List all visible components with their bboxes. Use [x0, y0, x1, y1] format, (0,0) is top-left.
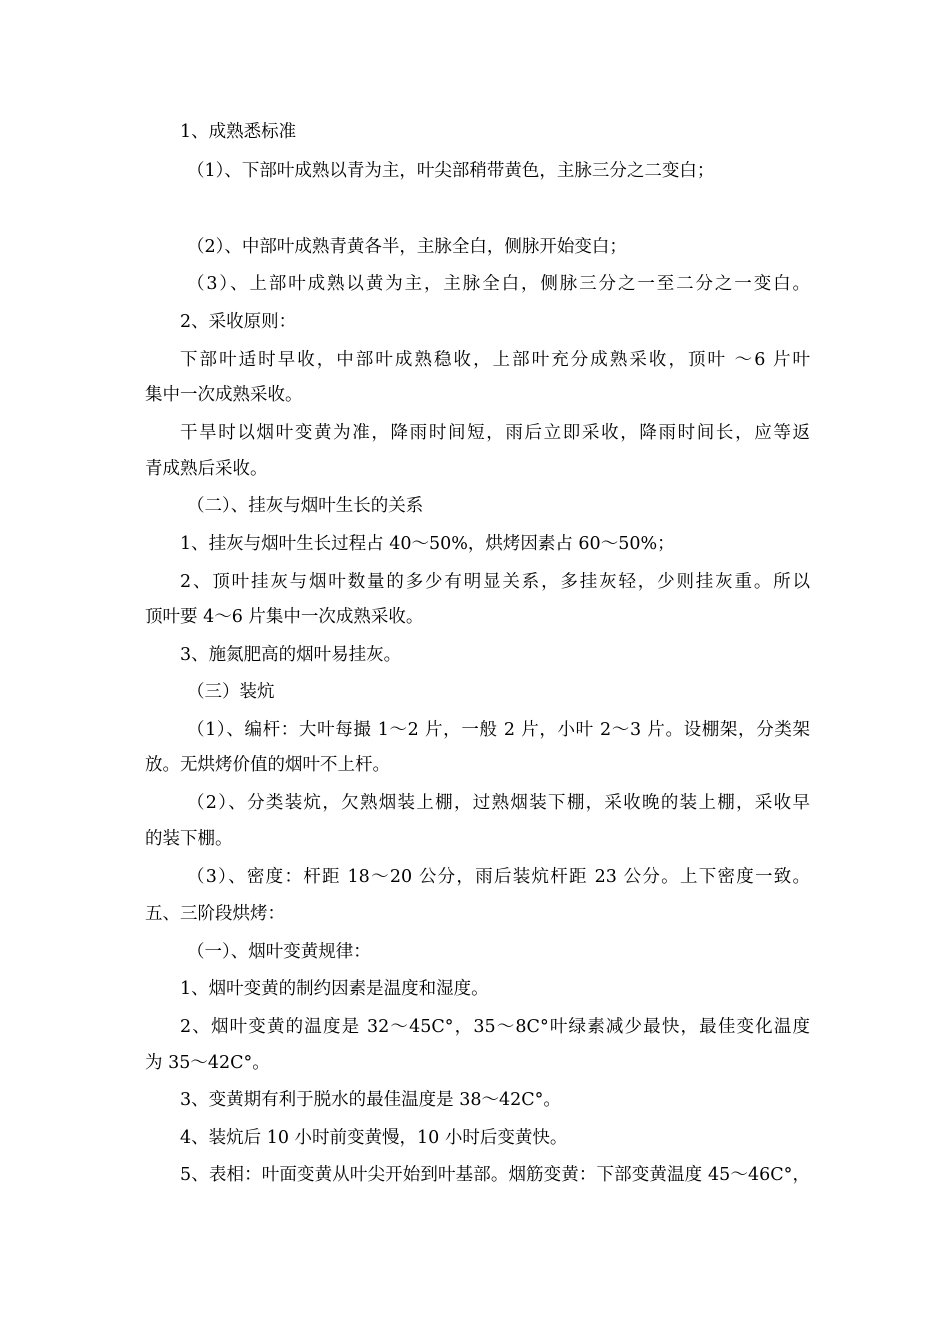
paragraph-line: 集中一次成熟采收。 [145, 385, 303, 405]
heading-yellowing-pattern: （一）、烟叶变黄规律： [187, 942, 371, 962]
paragraph-line: 1、烟叶变黄的制约因素是温度和湿度。 [180, 979, 489, 999]
paragraph-line: （3）、密度：杆距 18～20 公分，雨后装炕杆距 23 公分。上下密度一致。 [187, 867, 810, 887]
paragraph-line: 干旱时以烟叶变黄为准，降雨时间短，雨后立即采收，降雨时间长，应等返 [180, 423, 810, 443]
paragraph-line: 3、施氮肥高的烟叶易挂灰。 [180, 645, 402, 665]
paragraph-line: （2）、分类装炕，欠熟烟装上棚，过熟烟装下棚，采收晚的装上棚，采收早 [187, 793, 810, 813]
text-upper-leaf-maturity: （3）、上部叶成熟以黄为主，主脉全白，侧脉三分之一至二分之一变白。 [187, 274, 810, 294]
paragraph-line: 2、烟叶变黄的温度是 32～45C°，35～8C°叶绿素减少最快，最佳变化温度 [180, 1017, 810, 1037]
paragraph-line: 2、顶叶挂灰与烟叶数量的多少有明显关系，多挂灰轻，少则挂灰重。所以 [180, 572, 810, 592]
heading-three-stage-curing: 五、三阶段烘烤： [145, 904, 285, 924]
heading-harvest-principle: 2、采收原则： [180, 312, 297, 332]
paragraph-line: 5、表相：叶面变黄从叶尖开始到叶基部。烟筋变黄：下部变黄温度 45～46C°， [180, 1165, 810, 1185]
paragraph-line: 放。无烘烤价值的烟叶不上杆。 [145, 755, 390, 775]
paragraph-line: 1、挂灰与烟叶生长过程占 40～50%，烘烤因素占 60～50%； [180, 534, 675, 554]
text-middle-leaf-maturity: （2）、中部叶成熟青黄各半，主脉全白，侧脉开始变白； [187, 237, 627, 257]
text-lower-leaf-maturity: （1）、下部叶成熟以青为主，叶尖部稍带黄色，主脉三分之二变白； [187, 161, 715, 181]
paragraph-line: 下部叶适时早收，中部叶成熟稳收，上部叶充分成熟采收，顶叶 ～6 片叶 [180, 350, 810, 370]
paragraph-line: 的装下棚。 [145, 829, 233, 849]
paragraph-line: 3、变黄期有利于脱水的最佳温度是 38～42C°。 [180, 1090, 561, 1110]
heading-kiln-loading: （三）装炕 [187, 682, 275, 702]
paragraph-line: 青成熟后采收。 [145, 459, 268, 479]
paragraph-line: 为 35～42C°。 [145, 1053, 270, 1073]
heading-maturity-standard: 1、成熟悉标准 [180, 122, 297, 142]
paragraph-line: （1）、编杆：大叶每撮 1～2 片，一般 2 片，小叶 2～3 片。设棚架，分类架 [187, 720, 810, 740]
paragraph-line: 4、装炕后 10 小时前变黄慢，10 小时后变黄快。 [180, 1128, 568, 1148]
heading-gray-leaf-relation: （二）、挂灰与烟叶生长的关系 [187, 496, 424, 516]
paragraph-line: 顶叶要 4～6 片集中一次成熟采收。 [145, 607, 424, 627]
